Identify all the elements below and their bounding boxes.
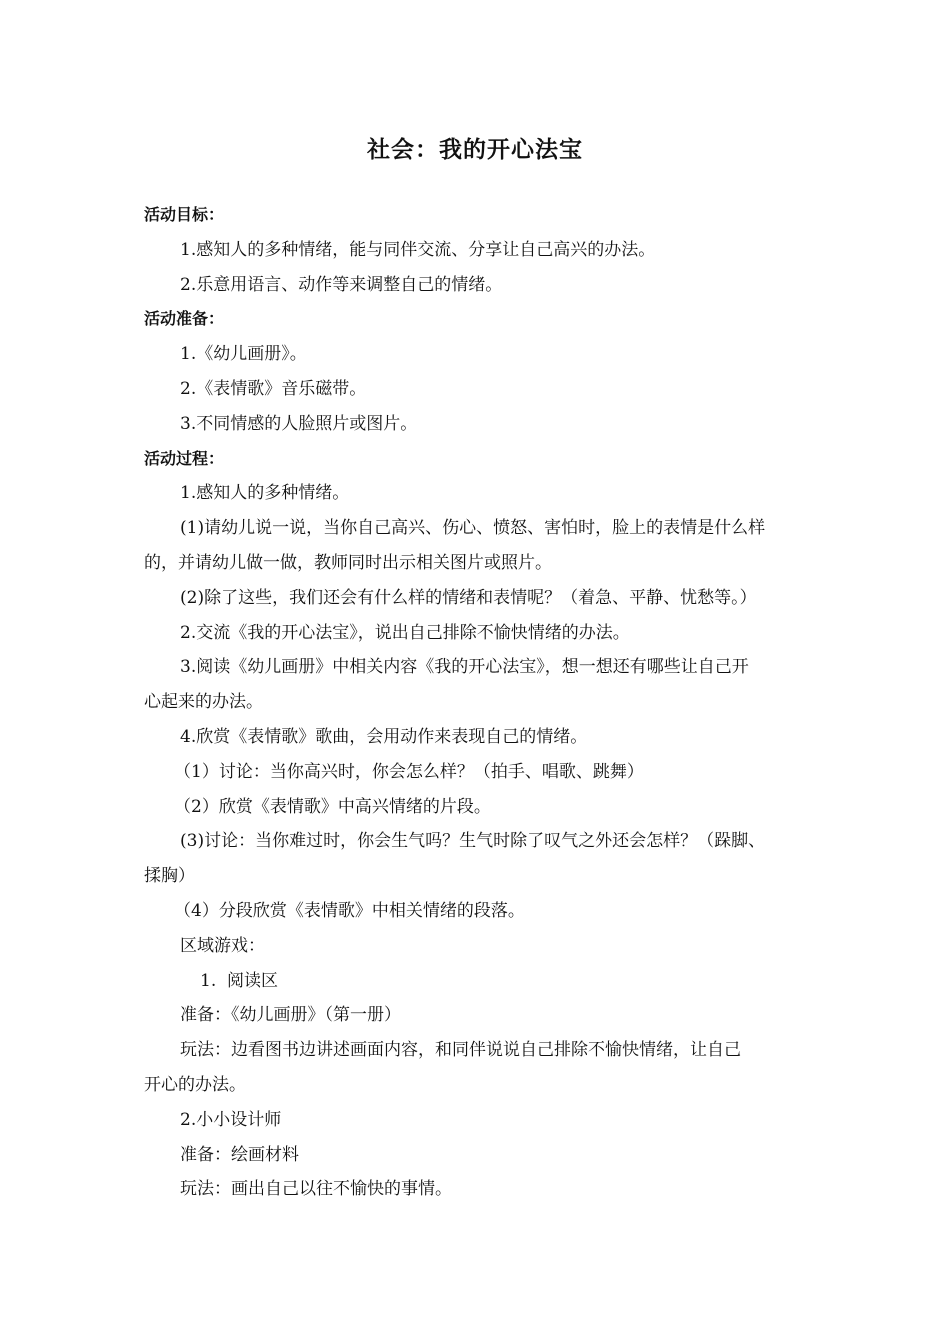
area-game-1: 1. 阅读区 — [200, 970, 279, 991]
process-step-4-sub-3: (3)讨论：当你难过时，你会生气吗？生气时除了叹气之外还会怎样？（跺脚、 — [180, 831, 766, 852]
section-heading-process: 活动过程： — [144, 448, 225, 468]
process-step-4: 4.欣赏《表情歌》歌曲，会用动作来表现自己的情绪。 — [180, 726, 588, 747]
process-step-1: 1.感知人的多种情绪。 — [180, 483, 350, 504]
preparation-item-2: 2.《表情歌》音乐磁带。 — [180, 378, 367, 399]
process-step-2: 2.交流《我的开心法宝》，说出自己排除不愉快情绪的办法。 — [180, 622, 630, 643]
document-title: 社会：我的开心法宝 — [367, 137, 583, 163]
area-game-2: 2.小小设计师 — [180, 1109, 282, 1130]
area-game-1-preparation: 准备：《幼儿画册》（第一册） — [180, 1005, 401, 1026]
process-step-3: 3.阅读《幼儿画册》中相关内容《我的开心法宝》，想一想还有哪些让自己开 — [180, 657, 749, 678]
goal-item-1: 1.感知人的多种情绪，能与同伴交流、分享让自己高兴的办法。 — [180, 239, 656, 260]
process-step-4-sub-4: （4）分段欣赏《表情歌》中相关情绪的段落。 — [174, 900, 525, 921]
process-step-1-sub-1-cont: 的，并请幼儿做一做，教师同时出示相关图片或照片。 — [144, 552, 552, 573]
process-step-4-sub-3-cont: 揉胸） — [144, 866, 195, 887]
preparation-item-1: 1.《幼儿画册》。 — [180, 344, 307, 365]
section-heading-goals: 活动目标： — [144, 205, 225, 224]
goal-item-2: 2.乐意用语言、动作等来调整自己的情绪。 — [180, 274, 503, 295]
process-step-4-sub-1: （1）讨论：当你高兴时，你会怎么样？（拍手、唱歌、跳舞） — [174, 761, 644, 782]
area-game-1-method-cont: 开心的办法。 — [144, 1074, 246, 1095]
area-game-2-method: 玩法：画出自己以往不愉快的事情。 — [180, 1179, 452, 1200]
process-step-1-sub-1: (1)请幼儿说一说，当你自己高兴、伤心、愤怒、害怕时，脸上的表情是什么样 — [180, 518, 766, 539]
process-step-3-cont: 心起来的办法。 — [144, 692, 263, 713]
process-step-4-sub-2: （2）欣赏《表情歌》中高兴情绪的片段。 — [174, 796, 491, 817]
process-step-1-sub-2: (2)除了这些，我们还会有什么样的情绪和表情呢？（着急、平静、忧愁等。） — [180, 587, 757, 608]
area-game-2-preparation: 准备：绘画材料 — [180, 1144, 299, 1165]
preparation-item-3: 3.不同情感的人脸照片或图片。 — [180, 413, 418, 434]
document-body — [144, 198, 824, 1207]
section-heading-preparation: 活动准备： — [144, 309, 225, 329]
area-games-heading: 区域游戏： — [180, 935, 265, 956]
area-game-1-method: 玩法：边看图书边讲述画面内容，和同伴说说自己排除不愉快情绪，让自己 — [180, 1040, 741, 1061]
